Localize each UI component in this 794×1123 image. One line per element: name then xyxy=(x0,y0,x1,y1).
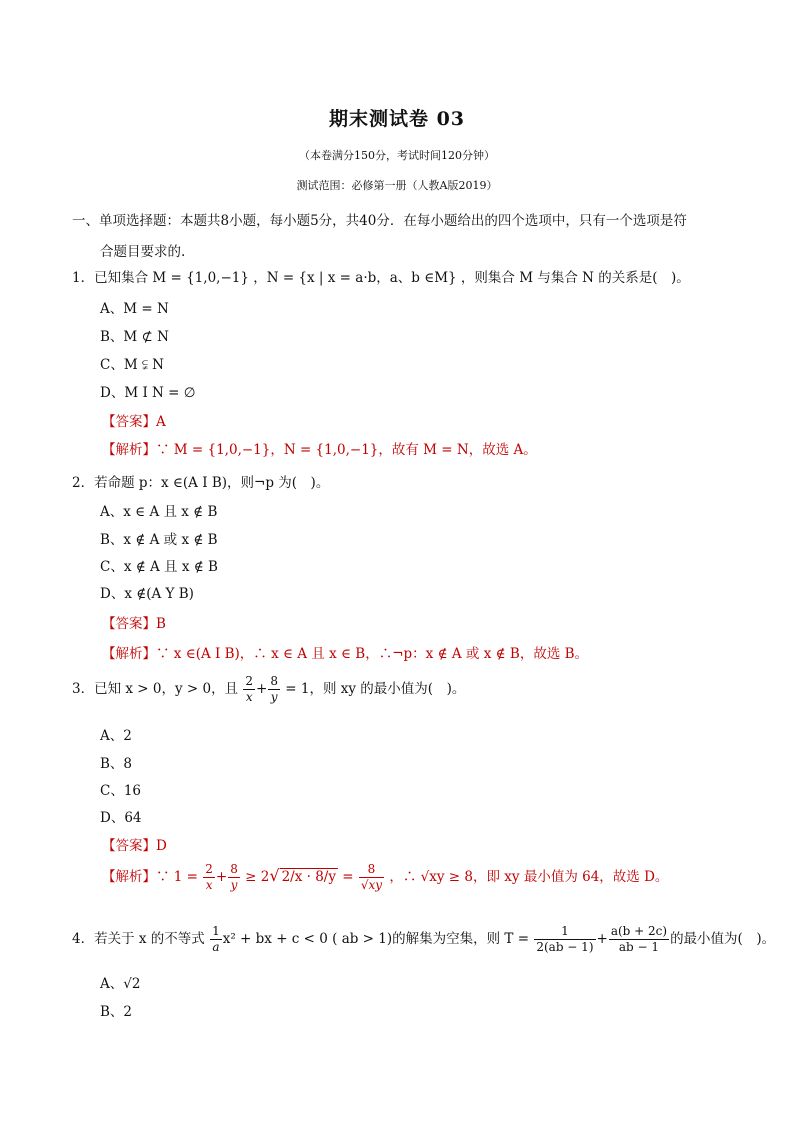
fraction-8-over-y xyxy=(228,862,240,893)
question-1-option-b: B、M ⊄ N xyxy=(100,329,169,345)
analysis-text: ，∴ √xy ≥ 8，即 xy 最小值为 64，故选 D。 xyxy=(389,869,669,885)
answer-tag: 【答案】 xyxy=(102,838,156,854)
question-3-option-a: A、2 xyxy=(100,728,132,744)
numerator: 8 xyxy=(230,862,238,876)
fraction-ab2c-over-ab xyxy=(609,924,669,955)
stem-text: 4．若关于 x 的不等式 xyxy=(72,931,205,947)
question-2-stem: 2．若命题 p：x ∈(A I B)，则¬p 为( )。 xyxy=(72,475,330,491)
answer-tag: 【答案】 xyxy=(102,616,156,632)
stem-text: 3．已知 x > 0，y > 0，且 xyxy=(72,681,239,697)
question-1-option-a: A、M = N xyxy=(100,301,169,317)
question-2-answer xyxy=(102,612,166,632)
stem-text: x² + bx + c < 0 ( ab > 1)的解集为空集，则 T = xyxy=(222,931,530,947)
question-3-option-b: B、8 xyxy=(100,756,133,772)
analysis-text: = xyxy=(342,869,354,885)
page-title: 期末测试卷 03 xyxy=(328,108,466,130)
analysis-tag: 【解析】 xyxy=(102,442,156,458)
fraction-2-over-x xyxy=(203,862,215,893)
question-2-analysis xyxy=(102,642,588,662)
question-3-stem xyxy=(72,674,465,705)
question-4-stem xyxy=(72,924,775,955)
question-1-stem: 1．已知集合 M = {1,0,−1} ，N = {x | x = a·b，a、b ∈M} ，则集合 M 与集合 N 的关系是( )。 xyxy=(72,270,690,286)
analysis-tag: 【解析】 xyxy=(102,869,156,885)
question-2-option-d: D、x ∉(A Y B) xyxy=(100,586,194,602)
fraction-2-over-x xyxy=(243,674,255,705)
stem-text: = 1，则 xy 的最小值为( )。 xyxy=(285,681,466,697)
analysis-text: ∵ 1 = xyxy=(156,869,198,885)
analysis-text: ∵ M = {1,0,−1}，N = {1,0,−1}，故有 M = N，故选 A。 xyxy=(156,442,537,458)
fraction-1-over-2ab xyxy=(534,924,595,955)
numerator: 2 xyxy=(205,862,213,876)
analysis-tag: 【解析】 xyxy=(102,646,156,662)
question-2-option-b: B、x ∉ A 或 x ∉ B xyxy=(100,532,218,548)
plus-sign: + xyxy=(215,869,228,885)
numerator: 2 xyxy=(245,674,254,688)
radical-sign: √ xyxy=(269,866,280,885)
numerator: 1 xyxy=(534,924,595,940)
fraction-8-over-y xyxy=(268,674,280,705)
numerator: a(b + 2c) xyxy=(610,924,668,938)
question-2-option-a: A、x ∈ A 且 x ∉ B xyxy=(100,504,218,520)
question-4-option-b: B、2 xyxy=(100,1004,133,1020)
exam-scope: 测试范围：必修第一册（人教A版2019） xyxy=(296,179,498,192)
analysis-text: ≥ 2 xyxy=(245,869,270,885)
answer-value: B xyxy=(156,616,166,632)
question-1-option-c: C、M ⫋ N xyxy=(100,357,164,373)
answer-value: D xyxy=(156,838,167,854)
question-3-option-c: C、16 xyxy=(100,783,142,799)
question-1-option-d: D、M I N = ∅ xyxy=(100,385,196,401)
denominator: 2(ab − 1) xyxy=(536,940,594,954)
denominator: √xy xyxy=(360,878,383,892)
fraction-1-over-a xyxy=(210,924,222,955)
answer-value: A xyxy=(156,414,166,430)
denominator: y xyxy=(230,878,238,892)
radicand: 2/x · 8/y xyxy=(281,869,336,885)
plus-sign: + xyxy=(256,681,268,697)
question-1-analysis xyxy=(102,438,537,458)
answer-tag: 【答案】 xyxy=(102,414,156,430)
exam-subtitle: （本卷满分150分，考试时间120分钟） xyxy=(299,149,495,162)
plus-sign: + xyxy=(596,931,608,947)
question-3-option-d: D、64 xyxy=(100,810,142,826)
question-3-analysis xyxy=(102,862,668,893)
section-heading-line1: 一、单项选择题：本题共8小题，每小题5分，共40分．在每小题给出的四个选项中，只有一个选项是符 xyxy=(72,213,687,229)
denominator: x xyxy=(205,878,213,892)
section-heading-line2: 合题目要求的. xyxy=(100,244,186,260)
question-2-option-c: C、x ∉ A 且 x ∉ B xyxy=(100,559,218,575)
question-1-answer xyxy=(102,410,166,430)
denominator: y xyxy=(270,690,278,704)
denominator: a xyxy=(212,940,220,954)
fraction-8-over-sqrt-xy xyxy=(359,862,384,893)
numerator: 8 xyxy=(359,862,384,878)
analysis-text: ∵ x ∈(A I B)，∴ x ∈ A 且 x ∈ B，∴¬p：x ∉ A 或 x ∉ B，故选 B。 xyxy=(156,646,589,662)
denominator: x xyxy=(245,690,253,704)
numerator: 8 xyxy=(270,674,278,688)
question-4-option-a: A、√2 xyxy=(100,976,141,992)
denominator: ab − 1 xyxy=(618,940,660,954)
numerator: 1 xyxy=(212,924,220,938)
question-3-answer xyxy=(102,834,167,854)
stem-text: 的最小值为( )。 xyxy=(670,931,776,947)
